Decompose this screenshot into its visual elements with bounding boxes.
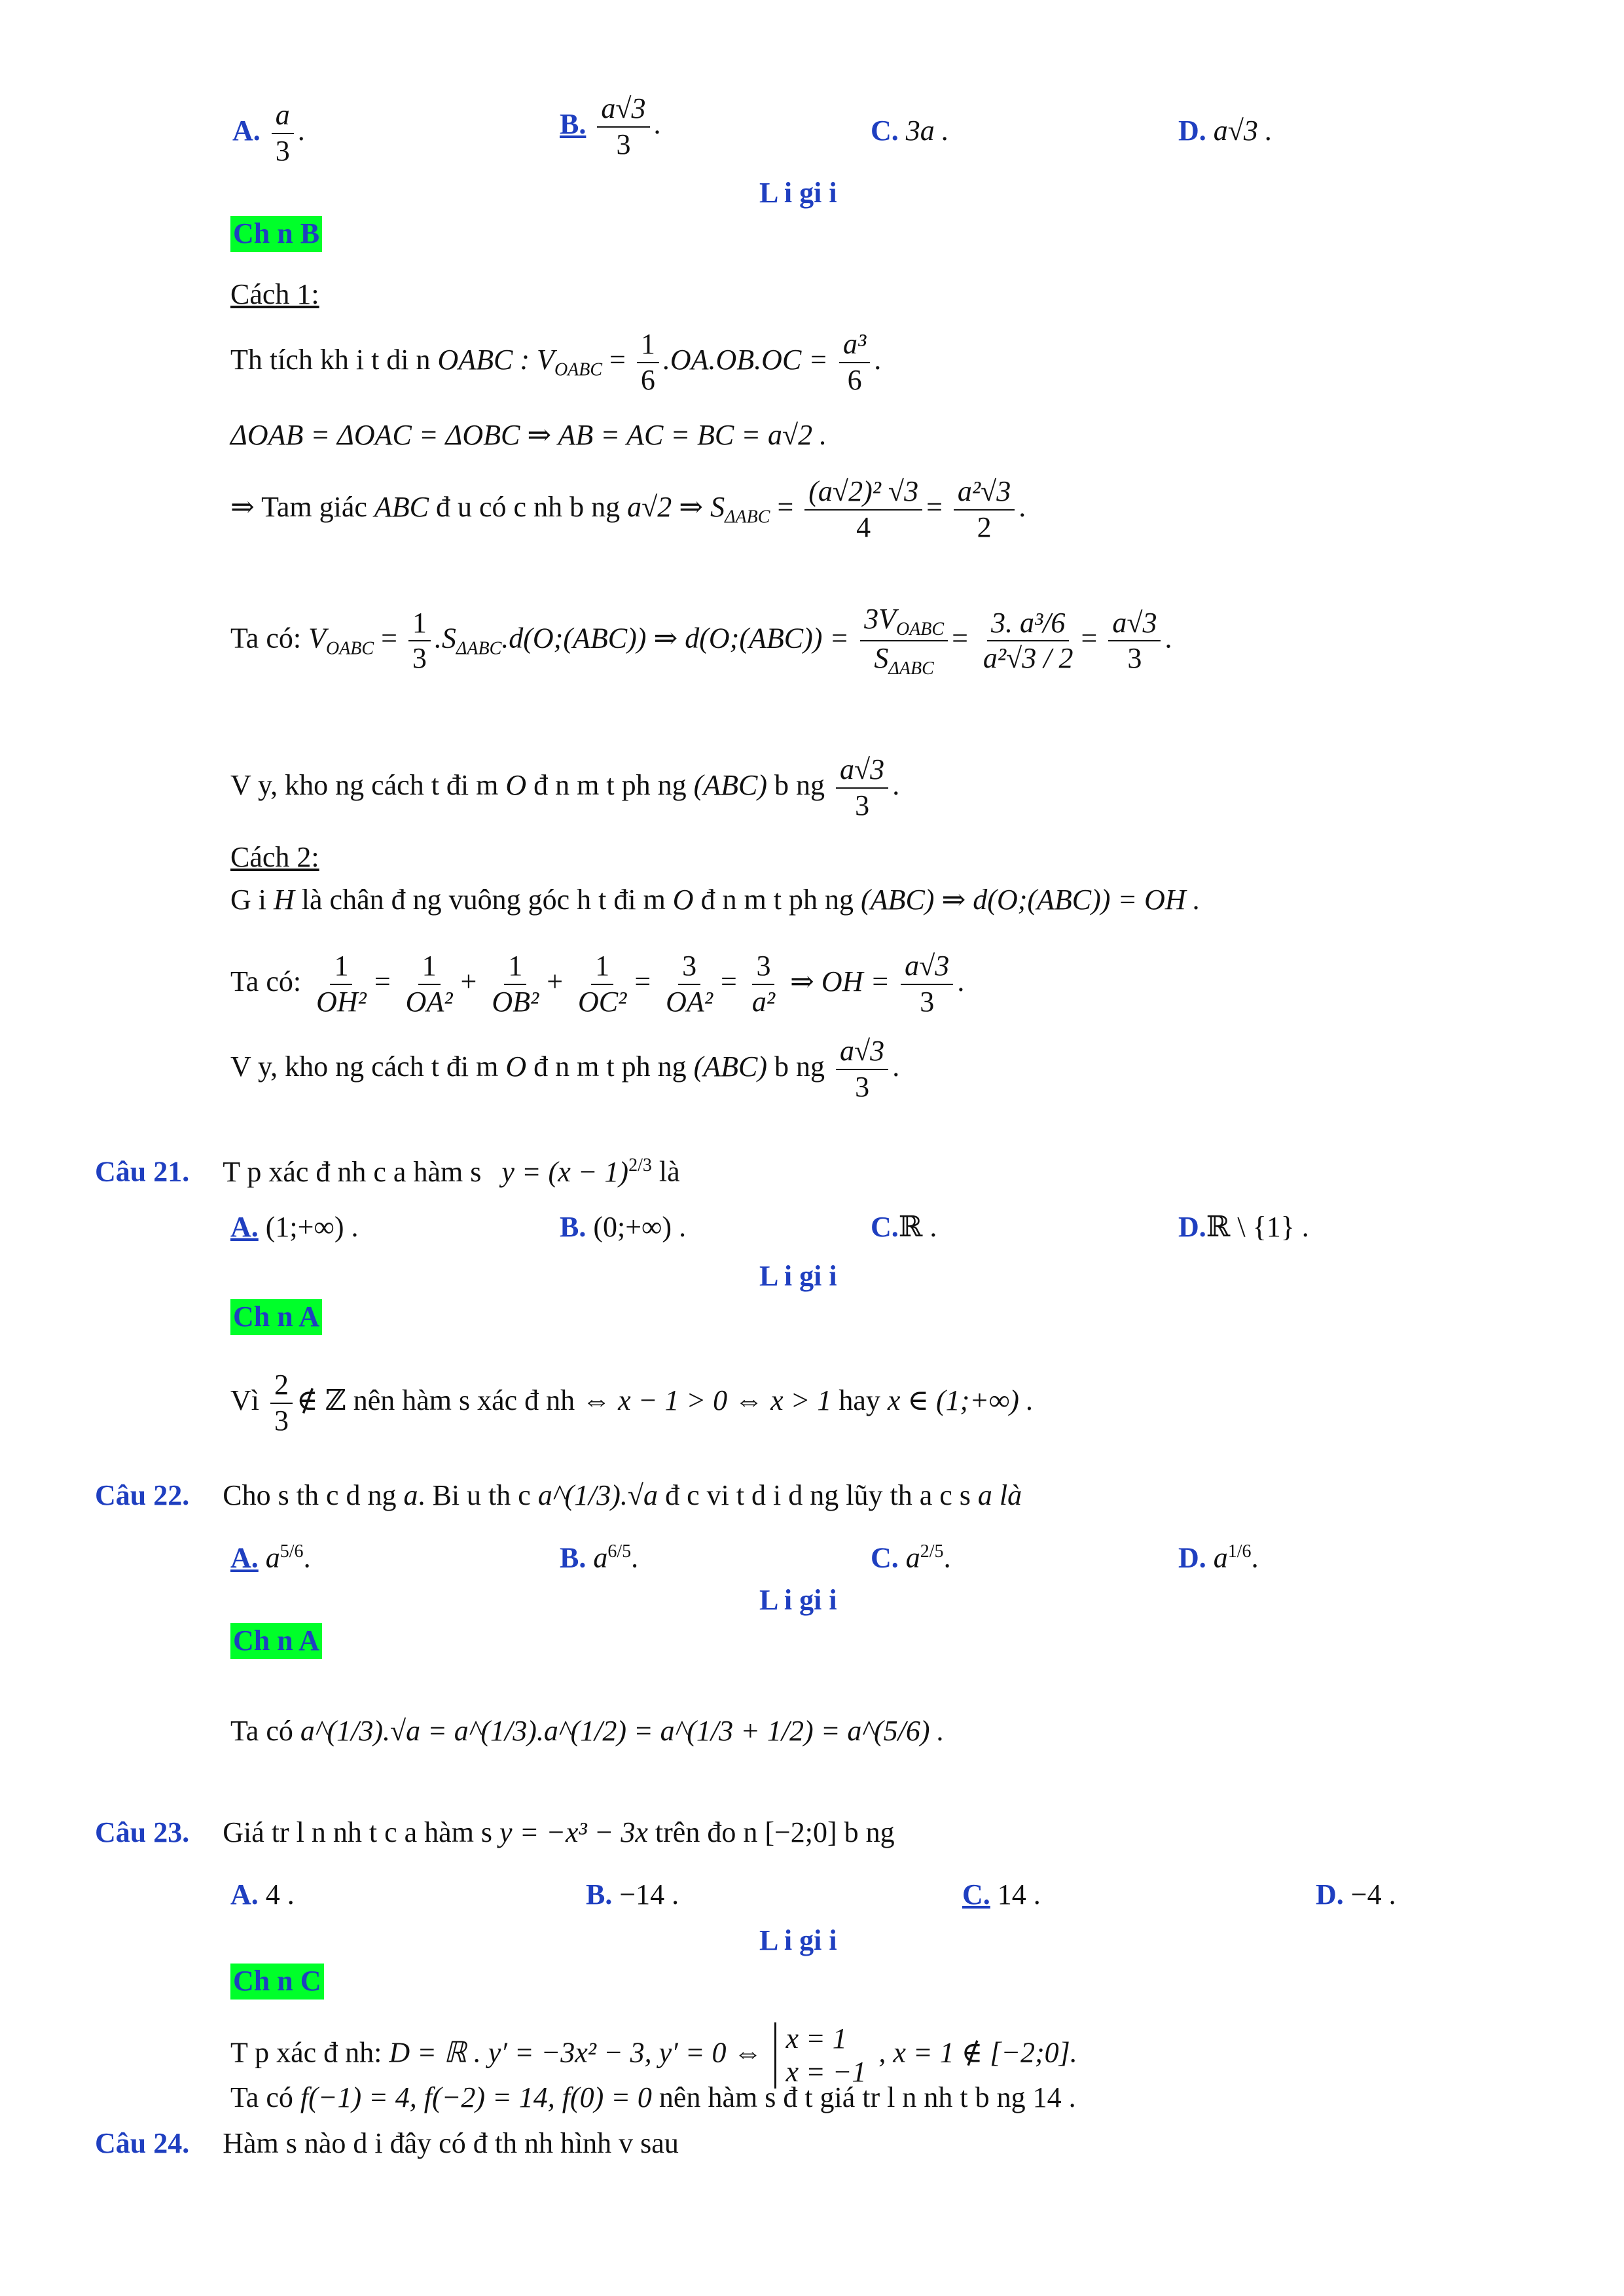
fraction: $\frac{a}{3}$ — [272, 98, 294, 169]
q23-option-c[interactable]: C. 14 . — [962, 1878, 1041, 1910]
fraction: $\frac{1}{\text{OC²}}$ — [578, 950, 627, 1018]
method-2-title: Cách 2: — [230, 841, 319, 873]
m1-volume-line: Th tích kh i t di n OABC : $V_{OABC}$ = $\frac{1}{6}$ .OA.OB.OC = $\frac{\text{a³}}{6}$ . — [230, 327, 881, 398]
fraction: $\frac{\text{3. a³/6}}{\text{a²√3 / 2}}$ — [983, 606, 1074, 675]
chosen-answer: Ch n A — [230, 1299, 322, 1335]
q21-stem: Câu 21. T p xác đ nh c a hàm s $y = (x - 1)^{2/3}$ là — [95, 1155, 680, 1188]
q21-solution: Vì $\frac{2}{3}$ ∉ ℤ nên hàm s xác đ nh ⇔ x − 1 > 0 ⇔ x > 1 hay x ∈ (1;+∞) . — [230, 1368, 1034, 1439]
fraction: $\frac{3V_{OABC}}{S_{\Delta ABC}}$ — [860, 602, 948, 680]
q20-option-d[interactable]: D. a√3 . — [1178, 115, 1272, 147]
q24-stem: Câu 24. Hàm s nào d i đây có đ th nh hình v sau — [95, 2127, 679, 2159]
m2-foot-line: G i H là chân đ ng vuông góc h t đi m O đ n m t ph ng (ABC) ⇒ d(O;(ABC)) = OH . — [230, 884, 1200, 916]
fraction: $\frac{3}{\text{a²}}$ — [751, 950, 776, 1018]
fraction: $\frac{\text{a³}}{6}$ — [839, 327, 870, 398]
q22-stem: Câu 22. Cho s th c d ng a. Bi u th c a^(1/3).√a đ c vi t d i d ng lũy th a c s a là — [95, 1479, 1022, 1511]
question-number: Câu 23. — [95, 1816, 190, 1848]
option-label: A. — [232, 114, 261, 147]
solution-title: L i gi i — [759, 177, 837, 209]
q22-solution: Ta có a^(1/3).√a = a^(1/3).a^(1/2) = a^(1/3 + 1/2) = a^(5/6) . — [230, 1715, 945, 1747]
q20-option-a[interactable]: A. $\frac{a}{3}$ . — [232, 98, 305, 169]
q21-option-c[interactable]: C.ℝ . — [871, 1211, 937, 1243]
m1-distance-line: Ta có: $V_{OABC}$ = $\frac{1}{3}$ $.S_{\Delta ABC}.d(O;(ABC))$ ⇒ d(O;(ABC)) = $\frac{3V_{OABC}}{S_{\Delta ABC}}$ = $\frac{\text{3. a³/6}}{\text{a²√3 / 2}}$ = $\frac{a√3}{3}$ . — [230, 603, 1172, 679]
fraction: $\frac{a√3}{3}$ — [597, 92, 649, 162]
fraction: $\frac{3}{\text{OA²}}$ — [666, 950, 713, 1018]
m1-area-line: ⇒ Tam giác ABC đ u có c nh b ng a√2 ⇒ $S_{\Delta ABC}$ = $\frac{\text{(a√2)² √3}}{4}$ = $\frac{\text{a²√3}}{2}$ . — [230, 475, 1026, 545]
chosen-answer: Ch n C — [230, 1964, 324, 2000]
chosen-answer: Ch n A — [230, 1623, 322, 1659]
q21-option-b[interactable]: B. (0;+∞) . — [560, 1211, 687, 1243]
option-label: B. — [560, 107, 586, 140]
fraction: $\frac{\text{a²√3}}{2}$ — [954, 475, 1015, 545]
q23-option-a[interactable]: A. 4 . — [230, 1878, 295, 1910]
q20-option-b[interactable]: B. $\frac{a√3}{3}$ . — [560, 92, 661, 162]
question-number: Câu 24. — [95, 2127, 190, 2159]
fraction: $\frac{1}{\text{OB²}}$ — [492, 950, 539, 1018]
solution-title: L i gi i — [759, 1584, 837, 1616]
q23-option-b[interactable]: B. −14 . — [586, 1878, 679, 1910]
fraction: $\frac{\text{(a√2)² √3}}{4}$ — [804, 475, 922, 545]
fraction: $\frac{1}{\text{OA²}}$ — [405, 950, 453, 1018]
q22-option-b[interactable]: B. $a^{6/5}$. — [560, 1541, 639, 1574]
fraction: $\frac{a√3}{3}$ — [836, 1034, 888, 1105]
option-label: C. — [871, 115, 899, 147]
q21-option-d[interactable]: D.ℝ \ {1} . — [1178, 1211, 1309, 1243]
fraction: $\frac{2}{3}$ — [270, 1368, 293, 1439]
question-number: Câu 22. — [95, 1479, 190, 1511]
fraction: $\frac{1}{3}$ — [408, 606, 431, 677]
q21-option-a[interactable]: A. (1;+∞) . — [230, 1211, 359, 1243]
q23-option-d[interactable]: D. −4 . — [1316, 1878, 1396, 1910]
fraction: $\frac{1}{\text{OH²}}$ — [316, 950, 367, 1018]
fraction: $\frac{1}{6}$ — [637, 327, 659, 398]
method-1-title: Cách 1: — [230, 278, 319, 310]
case-bracket: x = 1 x = −1 — [774, 2022, 866, 2089]
q23-solution-1: T p xác đ nh: D = ℝ . y′ = −3x² − 3, y′ = 0 ⇔ x = 1 x = −1 , x = 1 ∉ [−2;0]. — [230, 2022, 1077, 2088]
fraction: $\frac{a√3}{3}$ — [1108, 606, 1161, 677]
q22-option-c[interactable]: C. $a^{2/5}$. — [871, 1541, 951, 1574]
q23-stem: Câu 23. Giá tr l n nh t c a hàm s y = −x³ − 3x trên đo n [−2;0] b ng — [95, 1816, 895, 1848]
m2-equation-line: Ta có: $\frac{1}{\text{OH²}}$ = $\frac{1}{\text{OA²}}$ + $\frac{1}{\text{OB²}}$ + $\frac{1}{\text{OC²}}$ = $\frac{3}{\text{OA²}}$ = $\frac{3}{\text{a²}}$ ⇒ OH = $\frac{a√3}{3}$ . — [230, 949, 964, 1020]
q23-solution-2: Ta có f(−1) = 4, f(−2) = 14, f(0) = 0 nên hàm s đ t giá tr l n nh t b ng 14 . — [230, 2081, 1076, 2113]
question-number: Câu 21. — [95, 1155, 190, 1188]
fraction: $\frac{a√3}{3}$ — [901, 949, 953, 1020]
q22-option-d[interactable]: D. $a^{1/6}$. — [1178, 1541, 1259, 1574]
option-label: D. — [1178, 115, 1206, 147]
q22-option-a[interactable]: A. $a^{5/6}$. — [230, 1541, 311, 1574]
solution-title: L i gi i — [759, 1260, 837, 1292]
m2-conclusion: V y, kho ng cách t đi m O đ n m t ph ng (ABC) b ng $\frac{a√3}{3}$ . — [230, 1034, 899, 1105]
m1-conclusion: V y, kho ng cách t đi m O đ n m t ph ng (ABC) b ng $\frac{a√3}{3}$ . — [230, 753, 899, 823]
m1-triangle-equality: ΔOAB = ΔOAC = ΔOBC ⇒ AB = AC = BC = a√2 . — [230, 419, 827, 451]
fraction: $\frac{a√3}{3}$ — [836, 753, 888, 823]
solution-title: L i gi i — [759, 1924, 837, 1956]
chosen-answer: Ch n B — [230, 216, 322, 252]
q20-option-c[interactable]: C. 3a . — [871, 115, 949, 147]
